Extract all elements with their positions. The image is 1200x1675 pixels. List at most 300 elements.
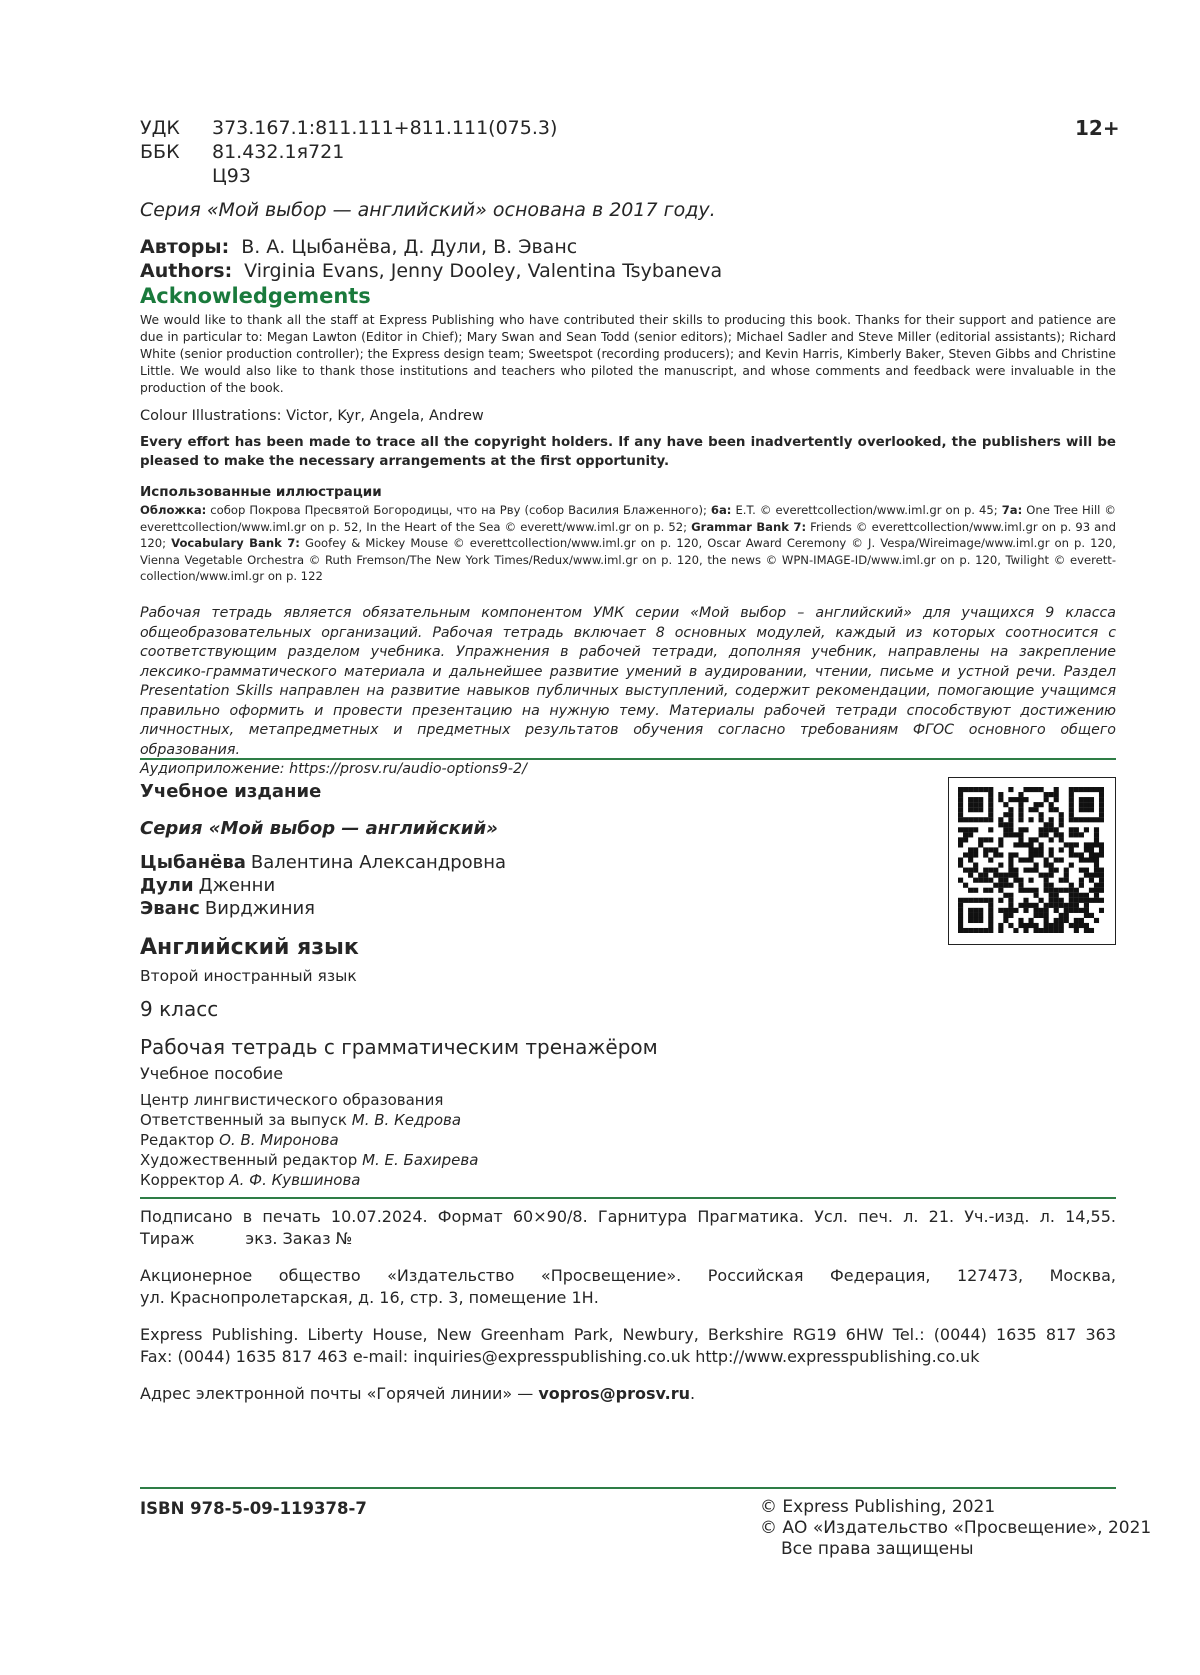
- isbn: ISBN 978-5-09-119378-7: [140, 1499, 367, 1518]
- qr-module: [1023, 842, 1028, 847]
- qr-module: [1049, 802, 1054, 807]
- author-name: Вирджиния: [204, 898, 315, 919]
- staff-role: Корректор: [140, 1171, 230, 1189]
- qr-module: [1099, 868, 1104, 873]
- qr-module: [1069, 903, 1074, 908]
- qr-module: [1003, 908, 1008, 913]
- qr-module: [1069, 847, 1074, 852]
- qr-module: [958, 918, 963, 923]
- qr-module: [963, 883, 968, 888]
- qr-module: [1099, 787, 1104, 792]
- udk-label: УДК: [140, 117, 180, 139]
- qr-module: [1069, 893, 1074, 898]
- qr-module: [1069, 817, 1074, 822]
- hotline-end: .: [689, 1384, 696, 1403]
- qr-module: [1094, 918, 1099, 923]
- qr-module: [1018, 918, 1023, 923]
- qr-module: [1099, 817, 1104, 822]
- qr-module: [978, 918, 983, 923]
- qr-module: [1028, 807, 1033, 812]
- qr-module: [1049, 903, 1054, 908]
- qr-module: [1094, 883, 1099, 888]
- qr-module: [958, 857, 963, 862]
- qr-module: [1059, 913, 1064, 918]
- qr-module: [963, 837, 968, 842]
- center-name: Центр лингвистического образования: [140, 1091, 444, 1109]
- qr-module: [1059, 822, 1064, 827]
- vocabulary-bank-label: Vocabulary Bank 7:: [171, 536, 300, 550]
- qr-module: [1054, 903, 1059, 908]
- qr-module: [1089, 873, 1094, 878]
- author-entry: [140, 875, 275, 896]
- qr-module: [988, 787, 993, 792]
- qr-module: [1003, 802, 1008, 807]
- qr-module: [973, 913, 978, 918]
- qr-module: [1094, 842, 1099, 847]
- qr-module: [958, 928, 963, 933]
- qr-module: [1018, 832, 1023, 837]
- qr-module: [1018, 888, 1023, 893]
- authors-en: [140, 260, 722, 282]
- module-6a-credit: E.T. © everettcollection/www.iml.gr on p. 45;: [731, 503, 1002, 517]
- qr-module: [1018, 827, 1023, 832]
- qr-module: [1099, 883, 1104, 888]
- qr-module: [1013, 797, 1018, 802]
- qr-module: [978, 817, 983, 822]
- qr-module: [1079, 857, 1084, 862]
- qr-module: [1059, 928, 1064, 933]
- qr-module: [978, 807, 983, 812]
- qr-module: [1059, 837, 1064, 842]
- qr-module: [1044, 792, 1049, 797]
- qr-module: [1013, 832, 1018, 837]
- qr-module: [1003, 918, 1008, 923]
- qr-module: [1079, 883, 1084, 888]
- qr-module: [973, 807, 978, 812]
- qr-module: [968, 817, 973, 822]
- vocabulary-bank-credit: Goofey & Mickey Mouse © everettcollection/www.iml.gr on p. 120, Oscar Award Ceremony © J. Vespa/Wireimage/www.iml.gr on p. 120, Vienna Vegetable Orchestra © Ruth Fremson/The New York Times/Redux/www.iml.gr on p. 120, the news © WPN-IMAGE-ID/www.iml.gr on p. 120, Twilight © everett-collection/www.iml.gr on p. 122: [140, 536, 1116, 583]
- qr-module: [963, 817, 968, 822]
- qr-module: [968, 857, 973, 862]
- staff-name: М. Е. Бахирева: [362, 1151, 479, 1169]
- qr-module: [973, 898, 978, 903]
- qr-module: [998, 817, 1003, 822]
- qr-module: [1069, 797, 1074, 802]
- qr-module: [958, 903, 963, 908]
- qr-module: [993, 883, 998, 888]
- publisher-line-2: ул. Краснопролетарская, д. 16, стр. 3, помещение 1Н.: [140, 1288, 599, 1307]
- qr-module: [1084, 928, 1089, 933]
- qr-module: [1089, 857, 1094, 862]
- qr-module: [973, 908, 978, 913]
- qr-module: [1023, 787, 1028, 792]
- qr-module: [983, 873, 988, 878]
- qr-module: [1079, 878, 1084, 883]
- qr-module: [993, 847, 998, 852]
- qr-module: [1034, 928, 1039, 933]
- qr-module: [1069, 832, 1074, 837]
- qr-module: [983, 888, 988, 893]
- qr-module: [1013, 908, 1018, 913]
- qr-module: [978, 908, 983, 913]
- qr-module: [988, 817, 993, 822]
- qr-module: [1018, 817, 1023, 822]
- qr-module: [968, 868, 973, 873]
- qr-module: [1013, 878, 1018, 883]
- qr-module: [1028, 857, 1033, 862]
- qr-module: [968, 797, 973, 802]
- qr-module: [1069, 827, 1074, 832]
- staff-line: [140, 1111, 461, 1129]
- qr-module: [1094, 787, 1099, 792]
- qr-module: [998, 923, 1003, 928]
- qr-module: [973, 797, 978, 802]
- qr-module: [1069, 842, 1074, 847]
- qr-module: [973, 802, 978, 807]
- authors-ru-names: В. А. Цыбанёва, Д. Дули, В. Эванс: [241, 236, 578, 258]
- book-subtitle: Второй иностранный язык: [140, 967, 357, 985]
- qr-module: [1039, 873, 1044, 878]
- qr-module: [1079, 807, 1084, 812]
- qr-module: [1064, 913, 1069, 918]
- qr-module: [988, 903, 993, 908]
- qr-module: [1049, 792, 1054, 797]
- author-entry: [140, 898, 315, 919]
- qr-module: [1044, 908, 1049, 913]
- qr-module: [973, 918, 978, 923]
- qr-module: [1079, 918, 1084, 923]
- qr-module: [1028, 787, 1033, 792]
- qr-module: [1049, 893, 1054, 898]
- qr-module: [1023, 903, 1028, 908]
- staff-name: М. В. Кедрова: [351, 1111, 462, 1129]
- qr-module: [1034, 807, 1039, 812]
- qr-module: [1003, 832, 1008, 837]
- qr-module: [1079, 923, 1084, 928]
- qr-module: [1008, 832, 1013, 837]
- qr-module: [1008, 807, 1013, 812]
- bbk-label: ББК: [140, 141, 180, 163]
- bbk-value: 81.432.1я721: [212, 141, 345, 163]
- illustrations-title: Использованные иллюстрации: [140, 484, 382, 500]
- qr-module: [978, 928, 983, 933]
- qr-module: [1003, 883, 1008, 888]
- qr-module: [1034, 923, 1039, 928]
- qr-module: [1008, 822, 1013, 827]
- qr-module: [1049, 888, 1054, 893]
- qr-module: [1084, 913, 1089, 918]
- qr-module: [998, 878, 1003, 883]
- qr-module: [1084, 857, 1089, 862]
- qr-module: [1054, 827, 1059, 832]
- grade: 9 класс: [140, 997, 219, 1021]
- divider-top: [140, 758, 1116, 760]
- qr-module: [1089, 928, 1094, 933]
- qr-module: [1074, 918, 1079, 923]
- qr-module: [1089, 852, 1094, 857]
- qr-module: [978, 913, 983, 918]
- cover-credit: собор Покрова Пресвятой Богородицы, что на Рву (собор Василия Блаженного);: [206, 503, 711, 517]
- qr-module: [1064, 908, 1069, 913]
- qr-module: [1099, 797, 1104, 802]
- qr-module: [998, 883, 1003, 888]
- qr-module: [1013, 842, 1018, 847]
- qr-module: [1079, 898, 1084, 903]
- qr-module: [1023, 923, 1028, 928]
- qr-module: [1054, 893, 1059, 898]
- qr-module: [1018, 802, 1023, 807]
- qr-module: [983, 878, 988, 883]
- acknowledgements-text: We would like to thank all the staff at Express Publishing who have contributed their skills to producing this book. Thanks for their support and patience are due in particular to: Megan Lawton (Editor in Chief); Mary Swan and Sean Todd (senior editors); Michael Sadler and Steve Miller (editorial assistants); Richard White (senior production controller); the Express design team; Sweetspot (recording producers); and Kevin Harris, Kimberly Baker, Steven Gibbs and Christine Little. We would also like to thank those institutions and teachers who piloted the manuscript, and whose comments and feedback were invaluable in the production of the book.: [140, 313, 1116, 395]
- qr-module: [1049, 852, 1054, 857]
- qr-module: [1084, 893, 1089, 898]
- qr-module: [958, 898, 963, 903]
- qr-module: [1039, 908, 1044, 913]
- qr-module: [998, 852, 1003, 857]
- qr-module: [963, 928, 968, 933]
- author-mark: Ц93: [212, 165, 251, 187]
- qr-module: [1044, 913, 1049, 918]
- qr-module: [1094, 827, 1099, 832]
- qr-module: [1074, 832, 1079, 837]
- qr-module: [1069, 807, 1074, 812]
- qr-module: [998, 842, 1003, 847]
- qr-module: [1099, 812, 1104, 817]
- qr-module: [1023, 888, 1028, 893]
- qr-module: [1034, 908, 1039, 913]
- qr-module: [1008, 908, 1013, 913]
- qr-module: [1079, 893, 1084, 898]
- qr-module: [1069, 792, 1074, 797]
- qr-module: [968, 802, 973, 807]
- qr-module: [1008, 913, 1013, 918]
- qr-module: [1044, 863, 1049, 868]
- qr-module: [963, 868, 968, 873]
- qr-module: [1028, 842, 1033, 847]
- qr-module: [1054, 923, 1059, 928]
- qr-module: [1044, 797, 1049, 802]
- rights-reserved: Все права защищены: [781, 1539, 974, 1559]
- qr-module: [1008, 857, 1013, 862]
- qr-module: [1094, 857, 1099, 862]
- qr-module: [1028, 817, 1033, 822]
- qr-module: [1059, 832, 1064, 837]
- qr-module: [1003, 812, 1008, 817]
- qr-module: [1049, 817, 1054, 822]
- qr-module: [1094, 832, 1099, 837]
- qr-module: [1074, 923, 1079, 928]
- qr-module: [1013, 868, 1018, 873]
- qr-module: [1039, 913, 1044, 918]
- divider-bottom: [140, 1487, 1116, 1489]
- qr-module: [1094, 873, 1099, 878]
- qr-module: [1089, 797, 1094, 802]
- workbook-description: [140, 604, 1116, 780]
- qr-module: [1084, 908, 1089, 913]
- qr-module: [1023, 928, 1028, 933]
- qr-module: [958, 812, 963, 817]
- qr-module: [1084, 787, 1089, 792]
- qr-module: [1059, 857, 1064, 862]
- hotline-email[interactable]: vopros@prosv.ru: [538, 1384, 690, 1403]
- qr-module: [988, 898, 993, 903]
- qr-module: [1028, 868, 1033, 873]
- qr-module: [1039, 812, 1044, 817]
- qr-module: [1084, 873, 1089, 878]
- qr-module: [1028, 888, 1033, 893]
- staff-line: [140, 1151, 478, 1169]
- qr-module: [1049, 923, 1054, 928]
- qr-module: [1074, 888, 1079, 893]
- qr-module: [973, 888, 978, 893]
- qr-module: [1034, 913, 1039, 918]
- qr-module: [1084, 827, 1089, 832]
- qr-module: [988, 908, 993, 913]
- qr-module: [1018, 797, 1023, 802]
- qr-module: [1054, 787, 1059, 792]
- qr-module: [1003, 827, 1008, 832]
- staff-name: А. Ф. Кувшинова: [229, 1171, 361, 1189]
- qr-module: [1054, 918, 1059, 923]
- qr-module: [993, 873, 998, 878]
- qr-module: [1089, 787, 1094, 792]
- qr-module: [1069, 888, 1074, 893]
- qr-module: [958, 827, 963, 832]
- staff-role: Художественный редактор: [140, 1151, 363, 1169]
- qr-module: [1028, 847, 1033, 852]
- qr-module: [968, 888, 973, 893]
- hotline-text: Адрес электронной почты «Горячей линии» —: [140, 1384, 539, 1403]
- qr-module: [963, 898, 968, 903]
- qr-module: [1044, 883, 1049, 888]
- qr-module: [1074, 827, 1079, 832]
- qr-module: [958, 913, 963, 918]
- qr-module: [988, 923, 993, 928]
- qr-module: [968, 827, 973, 832]
- workbook-title: Рабочая тетрадь с грамматическим тренажёром: [140, 1035, 658, 1059]
- qr-module: [1003, 893, 1008, 898]
- qr-module: [1094, 837, 1099, 842]
- copyright-prosv: © АО «Издательство «Просвещение», 2021: [760, 1518, 1152, 1538]
- qr-module: [1044, 878, 1049, 883]
- qr-module: [958, 797, 963, 802]
- qr-module: [1074, 893, 1079, 898]
- qr-module: [1028, 918, 1033, 923]
- qr-module: [1049, 827, 1054, 832]
- qr-module: [1064, 888, 1069, 893]
- qr-module: [1069, 802, 1074, 807]
- qr-module: [988, 878, 993, 883]
- authors-en-label: Authors:: [140, 260, 233, 282]
- qr-module: [983, 868, 988, 873]
- qr-module: [1094, 817, 1099, 822]
- hotline-line: [140, 1384, 695, 1403]
- qr-module: [973, 868, 978, 873]
- qr-module: [1034, 893, 1039, 898]
- qr-code-icon: [958, 787, 1104, 933]
- qr-module: [958, 878, 963, 883]
- qr-module: [1044, 928, 1049, 933]
- qr-module: [978, 797, 983, 802]
- qr-module: [1023, 797, 1028, 802]
- qr-module: [1049, 873, 1054, 878]
- qr-module: [1084, 903, 1089, 908]
- qr-module: [1049, 883, 1054, 888]
- qr-module: [1094, 852, 1099, 857]
- qr-module: [1044, 903, 1049, 908]
- qr-module: [1089, 847, 1094, 852]
- qr-module: [1018, 878, 1023, 883]
- qr-module: [1054, 888, 1059, 893]
- qr-module: [998, 888, 1003, 893]
- qr-module: [1034, 868, 1039, 873]
- qr-module: [988, 868, 993, 873]
- author-mark-line: [140, 164, 251, 188]
- audio-link[interactable]: Аудиоприложение: https://prosv.ru/audio-options9-2/: [140, 761, 527, 777]
- qr-module: [998, 873, 1003, 878]
- qr-module: [983, 928, 988, 933]
- signed-line-1: Подписано в печать 10.07.2024. Формат 60×90/8. Гарнитура Прагматика. Усл. печ. л. 21. Уч.-изд. л. 14,55.: [140, 1207, 1116, 1226]
- qr-module: [968, 898, 973, 903]
- qr-module: [1008, 852, 1013, 857]
- qr-module: [988, 792, 993, 797]
- qr-module: [1069, 883, 1074, 888]
- qr-module: [1023, 898, 1028, 903]
- module-7a-label: 7a:: [1001, 503, 1023, 517]
- grammar-bank-label: Grammar Bank 7:: [691, 519, 807, 534]
- qr-module: [1003, 873, 1008, 878]
- qr-module: [1018, 837, 1023, 842]
- qr-module: [1084, 847, 1089, 852]
- qr-module: [1013, 873, 1018, 878]
- qr-module: [1054, 868, 1059, 873]
- qr-code[interactable]: [948, 777, 1116, 945]
- qr-module: [958, 908, 963, 913]
- qr-module: [1039, 817, 1044, 822]
- qr-module: [1059, 903, 1064, 908]
- qr-module: [1099, 898, 1104, 903]
- qr-module: [1059, 878, 1064, 883]
- qr-module: [1074, 908, 1079, 913]
- qr-module: [1089, 898, 1094, 903]
- qr-module: [998, 792, 1003, 797]
- qr-module: [1084, 807, 1089, 812]
- qr-module: [1003, 822, 1008, 827]
- qr-module: [1039, 802, 1044, 807]
- edition-series: Серия «Мой выбор — английский»: [140, 818, 498, 839]
- qr-module: [1059, 817, 1064, 822]
- qr-module: [1099, 792, 1104, 797]
- qr-module: [1008, 898, 1013, 903]
- qr-module: [1059, 847, 1064, 852]
- qr-module: [1049, 847, 1054, 852]
- illustrations-credits: [140, 502, 1116, 585]
- qr-module: [1079, 787, 1084, 792]
- qr-module: [1069, 852, 1074, 857]
- qr-module: [958, 842, 963, 847]
- qr-module: [973, 827, 978, 832]
- qr-module: [1018, 923, 1023, 928]
- copyright-notice: Every effort has been made to trace all the copyright holders. If any have been inadvertently overlooked, the publishers will be pleased to make the necessary arrangements at the first opportunity.: [140, 435, 1116, 469]
- qr-module: [1084, 868, 1089, 873]
- qr-module: [958, 923, 963, 928]
- qr-module: [1018, 812, 1023, 817]
- qr-module: [1079, 852, 1084, 857]
- qr-module: [1034, 863, 1039, 868]
- qr-module: [988, 928, 993, 933]
- qr-module: [1039, 852, 1044, 857]
- qr-module: [968, 807, 973, 812]
